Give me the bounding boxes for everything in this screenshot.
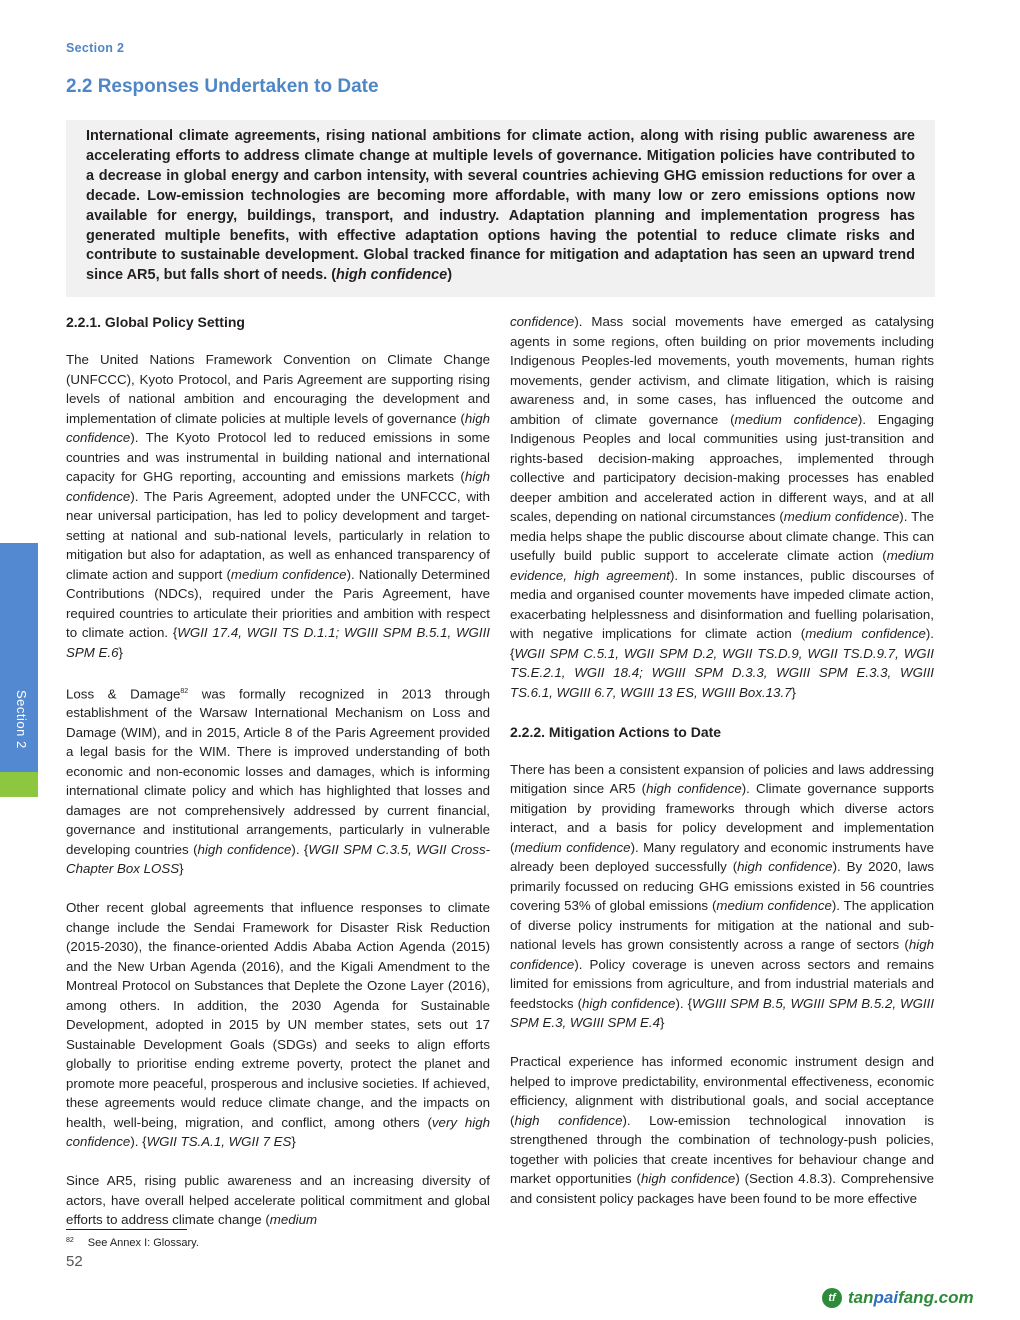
footnote-divider: [66, 1229, 187, 1230]
watermark-text: tanpaifang.com: [848, 1288, 974, 1307]
paragraph: Other recent global agreements that influence responses to climate change include the Sendai Framework for Disaster Risk Reduction (2015-2030), the finance-oriented Addis Ababa Action Agenda (2015) and the New Urban Agenda (2016), and the Kigali Amendment to the Montreal Protocol on Substances that Deplete the Ozone Layer (2016), among others. In addition, the 2030 Agenda for Sustainable Development, adopted in 2015 by UN member states, sets out 17 Sustainable Development Goals (SDGs) and seeks to align efforts globally to prioritise ending extreme poverty, protect the planet and promote more peaceful, prosperous and inclusive societies. If achieved, these agreements would reduce climate change, and the impacts on health, well-being, migration, and conflict, among others (very high confidence). {WGII TS.A.1, WGII 7 ES}: [66, 900, 490, 1150]
reference-list: WGII 17.4, WGII TS D.1.1; WGIII SPM B.5.1, WGIII SPM E.6: [66, 625, 490, 660]
paragraph: Practical experience has informed economic instrument design and helped to improve predictability, environmental effectiveness, economic efficiency, alignment with distributional goals, and social acceptance (high confidence). Low-emission technological innovation is strengthened through the combination of technology-push policies, together with policies that create incentives for behaviour change and market opportunities (high confidence) (Section 4.8.3). Comprehensive and consistent policy packages have been found to be more effective: [510, 1054, 934, 1206]
side-tab-label: Section 2: [14, 690, 29, 749]
paragraph: There has been a consistent expansion of policies and laws addressing mitigation since AR5 (high confidence). Climate governance supports mitigation by providing frameworks through which diverse actors interact, and a basis for policy development and implementation (medium confidence). Many regulatory and economic instruments have already been deployed successfully (high confidence). By 2020, laws primarily focussed on reducing GHG emissions existed in 56 countries covering 53% of global emissions (medium confidence). The application of diverse policy instruments for mitigation at the national and sub-national levels has grown consistently across a range of sectors (high confidence). Policy coverage is uneven across sectors and remains limited for emissions from agriculture, and from industrial materials and feedstocks (high confidence). {WGIII SPM B.5, WGIII SPM B.5.2, WGIII SPM E.3, WGIII SPM E.4}: [510, 761, 935, 1030]
footnote: $^{82}$ See Annex I: Glossary.: [66, 1237, 199, 1249]
reference-list: WGII TS.A.1, WGII 7 ES: [146, 1134, 292, 1150]
summary-text: International climate agreements, rising national ambitions for climate action, along with rising public awareness are accelerating efforts to address climate change at multiple levels of governance. Mitigation policies have contributed to a decrease in global energy and carbon intensity, with several countries achieving GHG emission reductions for over a decade. Low-emission technologies are becoming more affordable, with many low or zero emissions options now available for energy, buildings, transport, and industry. Adaptation planning and implementation progress has generated multiple benefits, with effective adaptation options having the potential to reduce climate risks and contribute to sustainable development. Global tracked finance for mitigation and adaptation has seen an upward trend since AR5, but falls short of needs. (high confidence): [86, 128, 915, 284]
tanpaifang-logo-icon: tf: [822, 1288, 842, 1308]
paragraph: The United Nations Framework Convention on Climate Change (UNFCCC), Kyoto Protocol, and Paris Agreement are supporting rising levels of national ambition and encouraging the development and implementation of climate policies at multiple levels of governance (high confidence). The Kyoto Protocol led to reduced emissions in some countries and was instrumental in building national and international capacity for GHG reporting, accounting and emissions markets (high confidence). The Paris Agreement, adopted under the UNFCCC, with near universal participation, has led to policy development and target-setting at national and sub-national levels, particularly in relation to mitigation but also for adaptation, as well as enhanced transparency of climate action and support (medium confidence). Nationally Determined Contributions (NDCs), required under the Paris Agreement, have required countries to articulate their priorities and ambition with respect to climate action. {WGII 17.4, WGII TS D.1.1; WGIII SPM B.5.1, WGIII SPM E.6}: [66, 352, 490, 660]
page-number: 52: [66, 1253, 83, 1270]
section-side-tab-accent: [0, 772, 38, 797]
reference-list: WGIII SPM B.5, WGIII SPM B.5.2, WGIII SPM E.3, WGIII SPM E.4: [510, 995, 935, 1030]
paragraph-continued: confidence). Mass social movements have emerged as catalysing agents in some regions, often building on prior movements including Indigenous Peoples-led movements, youth movements, human rights movements, gender activism, and climate litigation, which is raising awareness and, in some cases, has influenced the outcome and ambition of climate governance (medium confidence). Engaging Indigenous Peoples and local communities using just-transition and rights-based decision-making approaches, implemented through collective and participatory decision-making processes has enabled deeper ambition and accelerated action in different ways, and at all scales, depending on national circumstances (medium confidence). The media helps shape the public discourse about climate change. This can usefully build public support to accelerate climate action (medium evidence, high agreement). In some instances, public discourses of media and organised counter movements have impeded climate action, exacerbating helplessness and disinformation and fuelling polarisation, with negative implications for climate action (medium confidence). {WGII SPM C.5.1, WGII SPM D.2, WGII TS.D.9, WGII TS.D.9.7, WGII TS.E.2.1, WGII 18.4; WGIII SPM D.3.3, WGIII SPM E.3.3, WGIII TS.6.1, WGIII 6.7, WGIII 13 ES, WGIII Box.13.7}: [510, 314, 934, 700]
paragraph: Since AR5, rising public awareness and an increasing diversity of actors, have overall helped accelerate political commitment and global efforts to address climate change (medium: [66, 1173, 490, 1228]
reference-list: WGII SPM C.3.5, WGII Cross-Chapter Box LOSS: [66, 841, 491, 877]
section-heading-2-2-2: 2.2.2. Mitigation Actions to Date: [510, 723, 722, 740]
left-column: [66, 312, 490, 1230]
section-heading-2-2-1: 2.2.1. Global Policy Setting: [66, 314, 245, 330]
section-label: Section 2: [66, 41, 125, 55]
paragraph: Loss & Damage$^{82}$ was formally recognized in 2013 through establishment of the Warsaw International Mechanism on Loss and Damage (WIM), and in 2015, Article 8 of the Paris Agreement provided a legal basis for the WIM. There is improved understanding of both economic and non-economic losses and damages, which is informing international climate policy and which has highlighted that losses and damages are not comprehensively addressed by current financial, governance and institutional arrangements, particularly in vulnerable developing countries (high confidence). {WGII SPM C.3.5, WGII Cross-Chapter Box LOSS}: [66, 685, 491, 877]
watermark: [822, 1288, 974, 1308]
right-column: [510, 312, 934, 1208]
page-title: 2.2 Responses Undertaken to Date: [66, 76, 379, 97]
summary-box: [66, 120, 935, 297]
footnote-ref[interactable]: 82: [180, 687, 189, 695]
reference-list: WGII SPM C.5.1, WGII SPM D.2, WGII TS.D.9, WGII TS.D.9.7, WGII TS.E.2.1, WGII 18.4; WGIII SPM D.3.3, WGIII SPM E.3.3, WGIII TS.6.1, WGIII 6.7, WGIII 13 ES, WGIII Box.13.7: [510, 645, 934, 700]
